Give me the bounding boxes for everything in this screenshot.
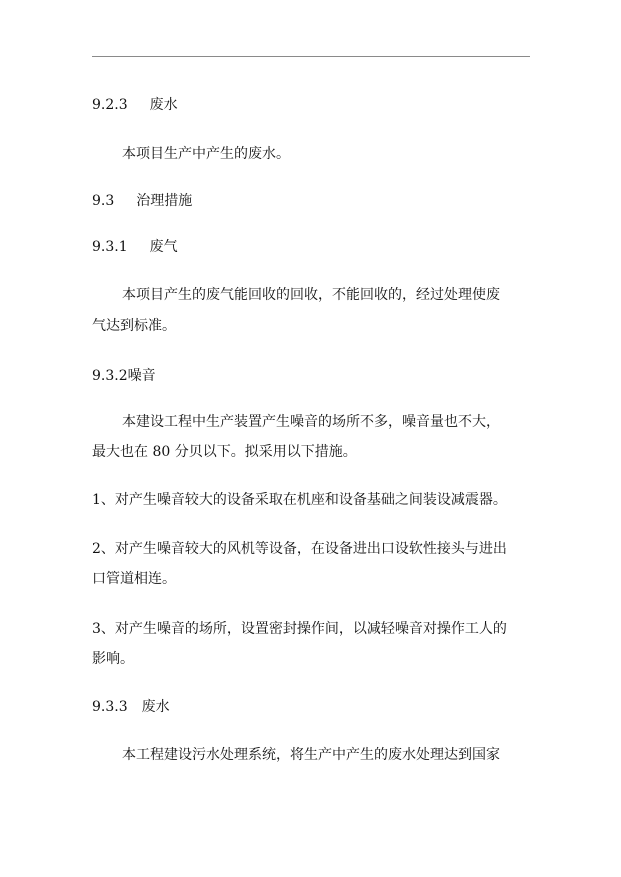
section-title: 废水 — [149, 97, 178, 113]
section-number: 9.2.3 — [92, 97, 128, 113]
list-item-1: 1、对产生噪音较大的设备采取在机座和设备基础之间装设减震器。 — [92, 492, 507, 508]
header-rule — [92, 56, 530, 57]
section-number: 9.3.2 — [92, 368, 128, 384]
section-number: 9.3 — [92, 193, 115, 209]
paragraph-wastewater-source: 本项目生产中产生的废水。 — [122, 146, 290, 162]
paragraph-wastewater-treatment: 本工程建设污水处理系统，将生产中产生的废水处理达到国家 — [122, 747, 500, 763]
section-heading-9-3-3 — [92, 698, 170, 716]
paragraph-waste-gas-line-1: 本项目产生的废气能回收的回收，不能回收的，经过处理使废 — [122, 287, 500, 303]
section-heading-9-3-2 — [92, 367, 156, 385]
section-title: 治理措施 — [136, 193, 193, 209]
section-title: 废水 — [141, 699, 170, 715]
section-heading-9-3 — [92, 192, 192, 210]
section-number: 9.3.1 — [92, 239, 128, 255]
paragraph-noise-line-2: 最大也在 80 分贝以下。拟采用以下措施。 — [92, 444, 357, 460]
list-item-3-line-1: 3、对产生噪音的场所，设置密封操作间，以减轻噪音对操作工人的 — [92, 621, 507, 637]
paragraph-waste-gas-line-2: 气达到标准。 — [92, 318, 176, 334]
list-item-3-line-2: 影响。 — [92, 651, 134, 667]
section-title: 噪音 — [127, 368, 156, 384]
section-heading-9-2-3 — [92, 96, 178, 114]
list-item-2-line-2: 口管道相连。 — [92, 571, 176, 587]
paragraph-noise-line-1: 本建设工程中生产装置产生噪音的场所不多，噪音量也不大， — [122, 414, 500, 430]
section-title: 废气 — [149, 239, 178, 255]
list-item-2-line-1: 2、对产生噪音较大的风机等设备，在设备进出口设软性接头与进出 — [92, 541, 507, 557]
section-number: 9.3.3 — [92, 699, 128, 715]
section-heading-9-3-1 — [92, 238, 178, 256]
